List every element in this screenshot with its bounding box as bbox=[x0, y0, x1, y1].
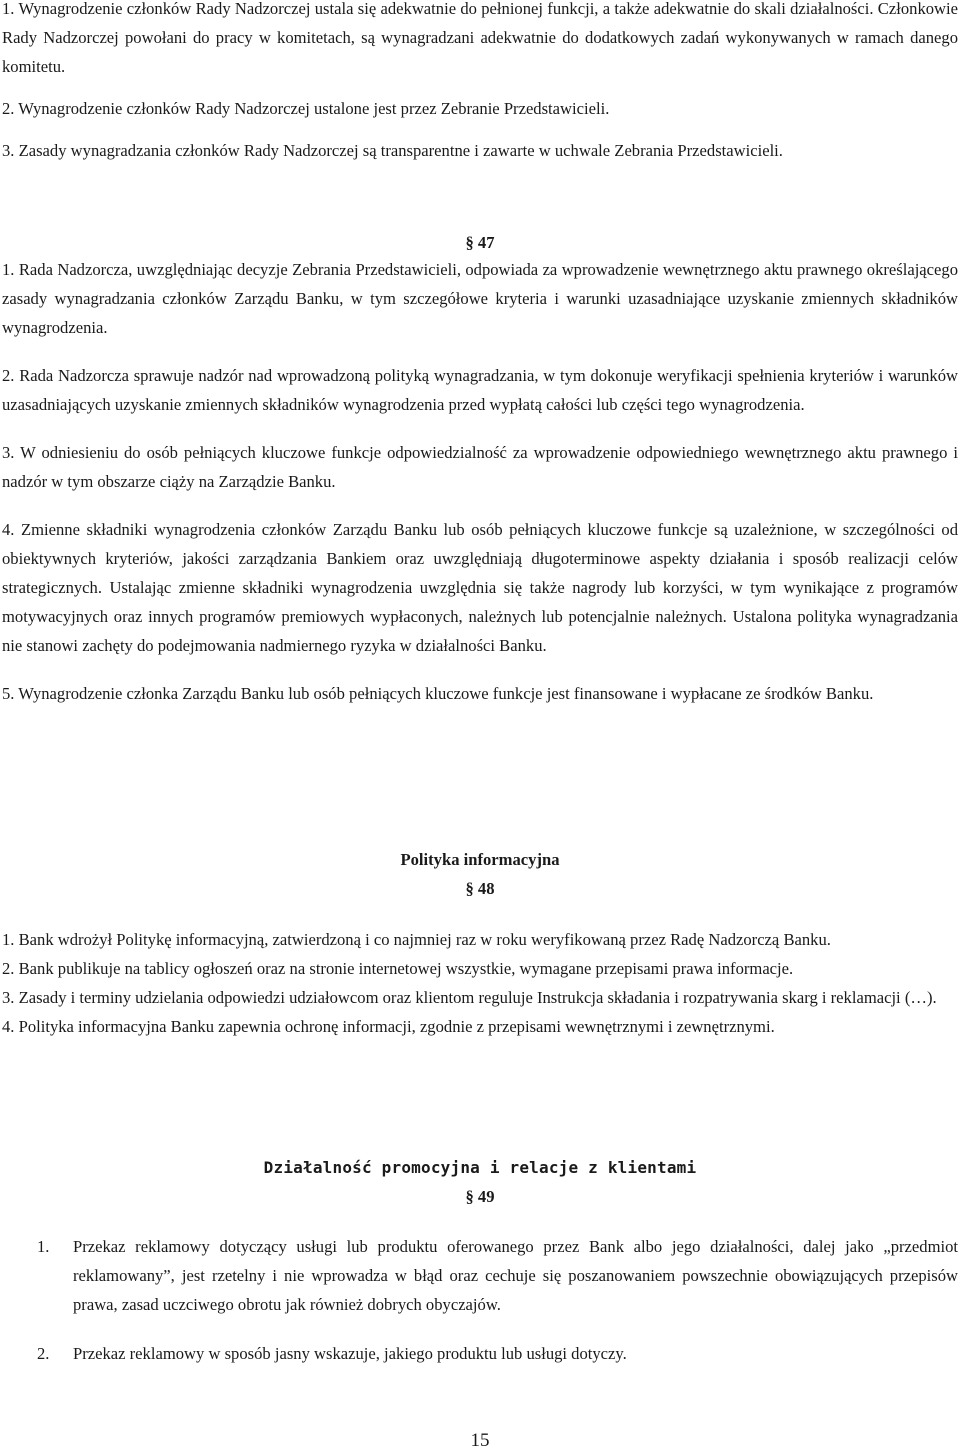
list-item-number: 1. bbox=[37, 1237, 50, 1256]
section-mark-47: § 47 bbox=[465, 233, 495, 252]
list-item-text: Przekaz reklamowy w sposób jasny wskazuje, jakiego produktu lub usługi dotyczy. bbox=[73, 1344, 627, 1363]
list-item-text: Przekaz reklamowy dotyczący usługi lub produktu oferowanego przez Bank albo jego działalności, dalej jako „przedmiot reklamowany”, jest rzetelny i nie wprowadza w błąd oraz cechuje się poszanowaniem powszechnie obowiązujących przepisów prawa, zasad uczciwego obrotu jak również dobrych obyczajów. bbox=[73, 1237, 958, 1314]
paragraph-47-2: 2. Rada Nadzorcza sprawuje nadzór nad wprowadzoną polityką wynagradzania, w tym dokonuje weryfikacji spełnienia kryteriów i warunków uzasadniających uzyskanie zmiennych składników wynagrodzenia przed wypłatą całości lub części tego wynagrodzenia. bbox=[2, 366, 958, 414]
paragraph-46-1: 1. Wynagrodzenie członków Rady Nadzorczej ustala się adekwatnie do pełnionej funkcji, a także adekwatnie do skali działalności. Członkowie Rady Nadzorczej powołani do pracy w komitetach, są wynagradzani adekwatnie do dodatkowych zadań wykonywanych w ramach danego komitetu. bbox=[2, 0, 958, 76]
paragraph-47-1: 1. Rada Nadzorcza, uwzględniając decyzje Zebrania Przedstawicieli, odpowiada za wprowadzenie wewnętrznego aktu prawnego określającego zasady wynagradzania członków Zarządu Banku, w tym szczegółowe kryteria i warunki uzasadniające uzyskanie zmiennych składników wynagrodzenia. bbox=[2, 260, 958, 337]
heading-polityka-informacyjna: Polityka informacyjna bbox=[400, 850, 560, 869]
section-mark-48: § 48 bbox=[465, 879, 495, 898]
paragraph-47-4: 4. Zmienne składniki wynagrodzenia członków Zarządu Banku lub osób pełniących kluczowe funkcje są uzależnione, w szczególności od obiektywnych kryteriów, jakości zarządzania Bankiem oraz uwzględniają długoterminowe aspekty działania i sposób realizacji celów strategicznych. Ustalając zmienne składniki wynagrodzenia uwzględnia się także nagrody lub korzyści, w tym wynikające z programów motywacyjnych oraz innych programów premiowych wypłaconych, należnych lub potencjalnie należnych. Ustalona polityka wynagradzania nie stanowi zachęty do podejmowania nadmiernego ryzyka w działalności Banku. bbox=[2, 520, 958, 655]
paragraph-48-1: 1. Bank wdrożył Politykę informacyjną, zatwierdzoną i co najmniej raz w roku weryfikowaną przez Radę Nadzorczą Banku. bbox=[2, 930, 831, 949]
section-46-continuation bbox=[2, 0, 958, 165]
section-mark-49: § 49 bbox=[465, 1187, 495, 1206]
paragraph-46-3: 3. Zasady wynagradzania członków Rady Nadzorczej są transparentne i zawarte w uchwale Zebrania Przedstawicieli. bbox=[2, 141, 783, 160]
section-48 bbox=[2, 925, 958, 1041]
list-item-number: 2. bbox=[37, 1344, 50, 1363]
heading-dzialalnosc-promocyjna: Działalność promocyjna i relacje z klientami bbox=[263, 1158, 697, 1177]
paragraph-48-3: 3. Zasady i terminy udzielania odpowiedzi udziałowcom oraz klientom reguluje Instrukcja składania i rozpatrywania skarg i reklamacji (…). bbox=[2, 988, 937, 1007]
section-47 bbox=[2, 255, 958, 708]
paragraph-48-4: 4. Polityka informacyjna Banku zapewnia ochronę informacji, zgodnie z przepisami wewnętrznymi i zewnętrznymi. bbox=[2, 1017, 775, 1036]
list-item bbox=[37, 1232, 958, 1319]
section-49 bbox=[37, 1232, 958, 1368]
paragraph-46-2: 2. Wynagrodzenie członków Rady Nadzorczej ustalone jest przez Zebranie Przedstawicieli. bbox=[2, 99, 610, 118]
paragraph-48-2: 2. Bank publikuje na tablicy ogłoszeń oraz na stronie internetowej wszystkie, wymagane przepisami prawa informacje. bbox=[2, 959, 794, 978]
page-number: 15 bbox=[470, 1430, 490, 1451]
paragraph-47-3: 3. W odniesieniu do osób pełniących kluczowe funkcje odpowiedzialność za wprowadzenie odpowiedniego wewnętrznego aktu prawnego i nadzór w tym obszarze ciąży na Zarządzie Banku. bbox=[2, 443, 958, 491]
paragraph-47-5: 5. Wynagrodzenie członka Zarządu Banku lub osób pełniących kluczowe funkcje jest finansowane i wypłacane ze środków Banku. bbox=[2, 684, 874, 703]
list-item bbox=[37, 1339, 958, 1368]
